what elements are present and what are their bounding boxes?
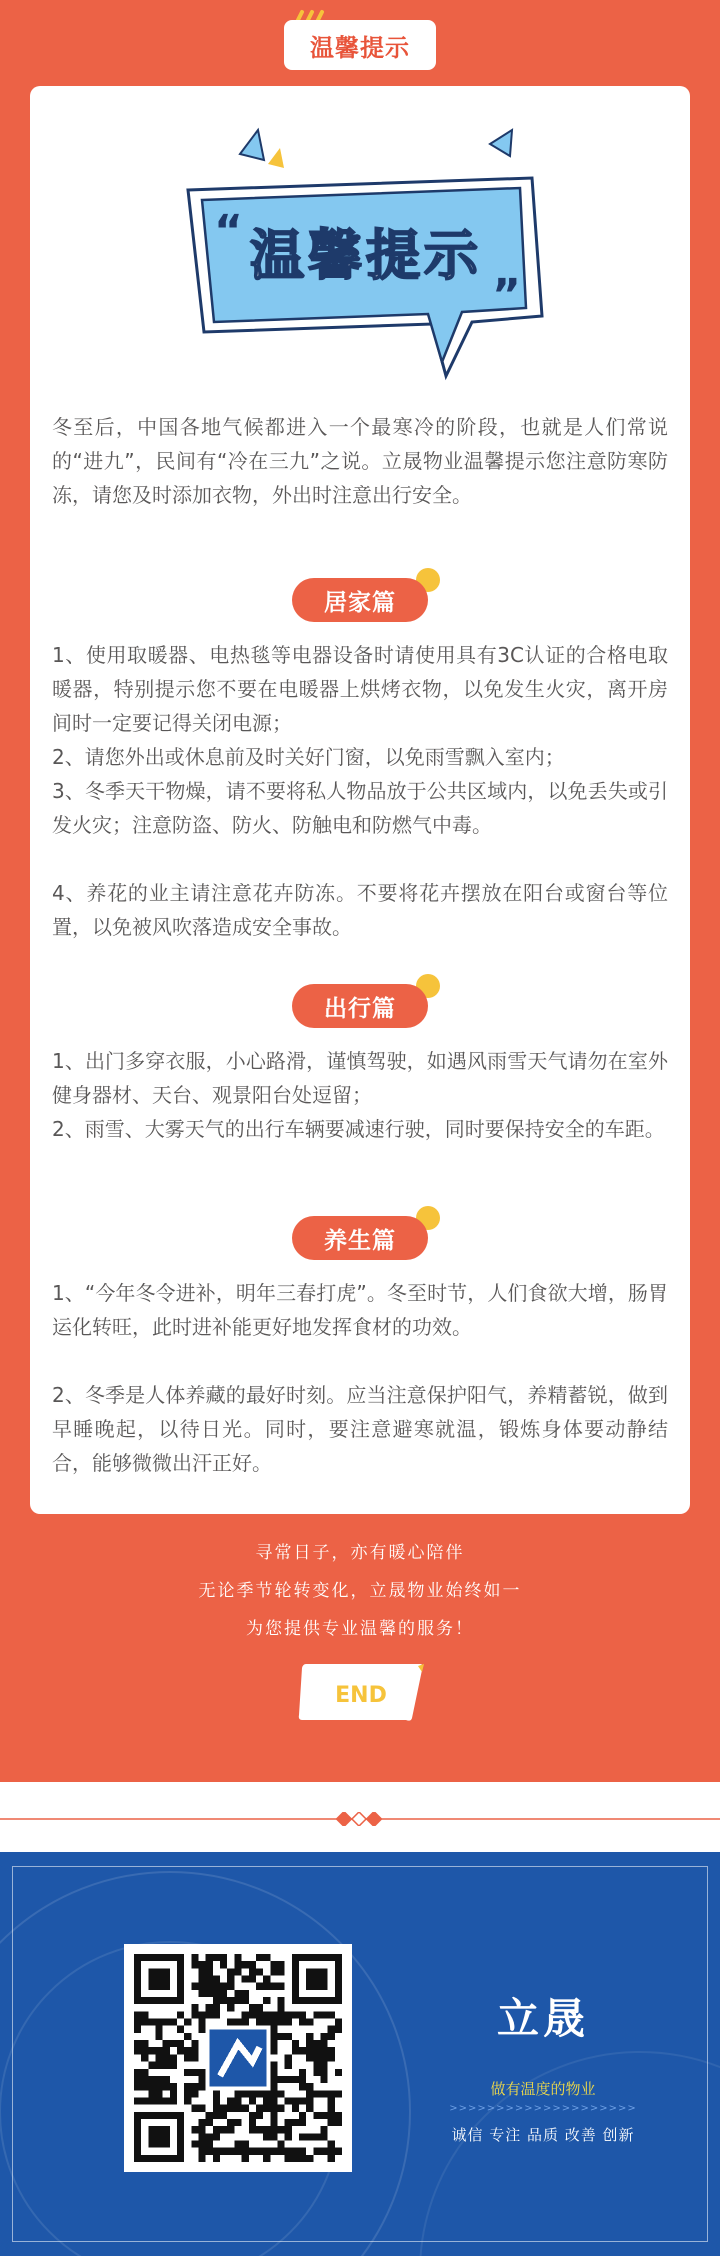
- section-divider: [0, 1812, 720, 1826]
- home-item-1: 1、使用取暖器、电热毯等电器设备时请使用具有3C认证的合格电取暖器，特别提示您不要在电暖器上烘烤衣物，以免发生火灾，离开房间时一定要记得关闭电源；: [52, 643, 668, 735]
- speech-bubble-banner: [180, 126, 560, 386]
- qr-code-icon: [134, 1954, 342, 2162]
- section-health-title: 养生篇: [292, 1216, 428, 1260]
- content-card: [30, 86, 690, 1514]
- brand-slogan: 做有温度的物业: [490, 2080, 596, 2098]
- closing-line-2: 无论季节轮转变化，立晟物业始终如一: [198, 1581, 522, 1601]
- home-item-4: 4、养花的业主请注意花卉防冻。不要将花卉摆放在阳台或窗台等位置，以免被风吹落造成安全事故。: [52, 881, 668, 939]
- travel-item-2: 2、雨雪、大雾天气的出行车辆要减速行驶，同时要保持安全的车距。: [52, 1117, 665, 1141]
- brand-values: 诚信 专注 品质 改善 创新: [451, 2126, 635, 2144]
- health-item-1: 1、“今年冬令进补，明年三春打虎”。冬至时节，人们食欲大增，肠胃运化转旺，此时进补能更好地发挥食材的功效。: [52, 1281, 668, 1339]
- qr-code[interactable]: [124, 1944, 352, 2172]
- section-travel-title: 出行篇: [292, 984, 428, 1028]
- footer-section: [0, 1852, 720, 2256]
- footer-frame: [12, 1866, 708, 2242]
- closing-line-1: 寻常日子，亦有暖心陪伴: [255, 1543, 465, 1563]
- home-item-3: 3、冬季天干物燥，请不要将私人物品放于公共区域内，以免丢失或引发火灾；注意防盗、防火、防触电和防燃气中毒。: [52, 779, 668, 837]
- intro-paragraph: 冬至后，中国各地气候都进入一个最寒冷的阶段，也就是人们常说的“进九”，民间有“冷在三九”之说。立晟物业温馨提示您注意防寒防冻，请您及时添加衣物，外出时注意出行安全。: [52, 415, 668, 507]
- closing-line-3: 为您提供专业温馨的服务！: [246, 1619, 474, 1639]
- arrow-line: >>>>>>>>>>>>>>>>>>>>: [449, 2103, 637, 2114]
- top-title-tag: [284, 20, 436, 70]
- banner-title: 温馨提示: [250, 224, 482, 287]
- closing-lines: [0, 1534, 720, 1648]
- end-bubble: [296, 1660, 426, 1724]
- end-label: END: [335, 1683, 387, 1708]
- section-health-heading: [292, 1212, 432, 1262]
- svg-text:“: “: [214, 206, 243, 257]
- section-home-heading: [292, 574, 432, 624]
- section-travel-heading: [292, 980, 432, 1030]
- health-item-2: 2、冬季是人体养藏的最好时刻。应当注意保护阳气，养精蓄锐，做到早睡晚起，以待日光。同时，要注意避寒就温，锻炼身体要动静结合，能够微微出汗正好。: [52, 1383, 668, 1475]
- svg-text:”: ”: [492, 270, 521, 321]
- section-home-title: 居家篇: [292, 578, 428, 622]
- home-item-2: 2、请您外出或休息前及时关好门窗，以免雨雪飘入室内；: [52, 745, 565, 769]
- brand-name: 立晟: [496, 1994, 589, 2043]
- travel-item-1: 1、出门多穿衣服，小心路滑，谨慎驾驶，如遇风雨雪天气请勿在室外健身器材、天台、观景阳台处逗留；: [52, 1049, 668, 1107]
- top-title-text: 温馨提示: [310, 33, 410, 62]
